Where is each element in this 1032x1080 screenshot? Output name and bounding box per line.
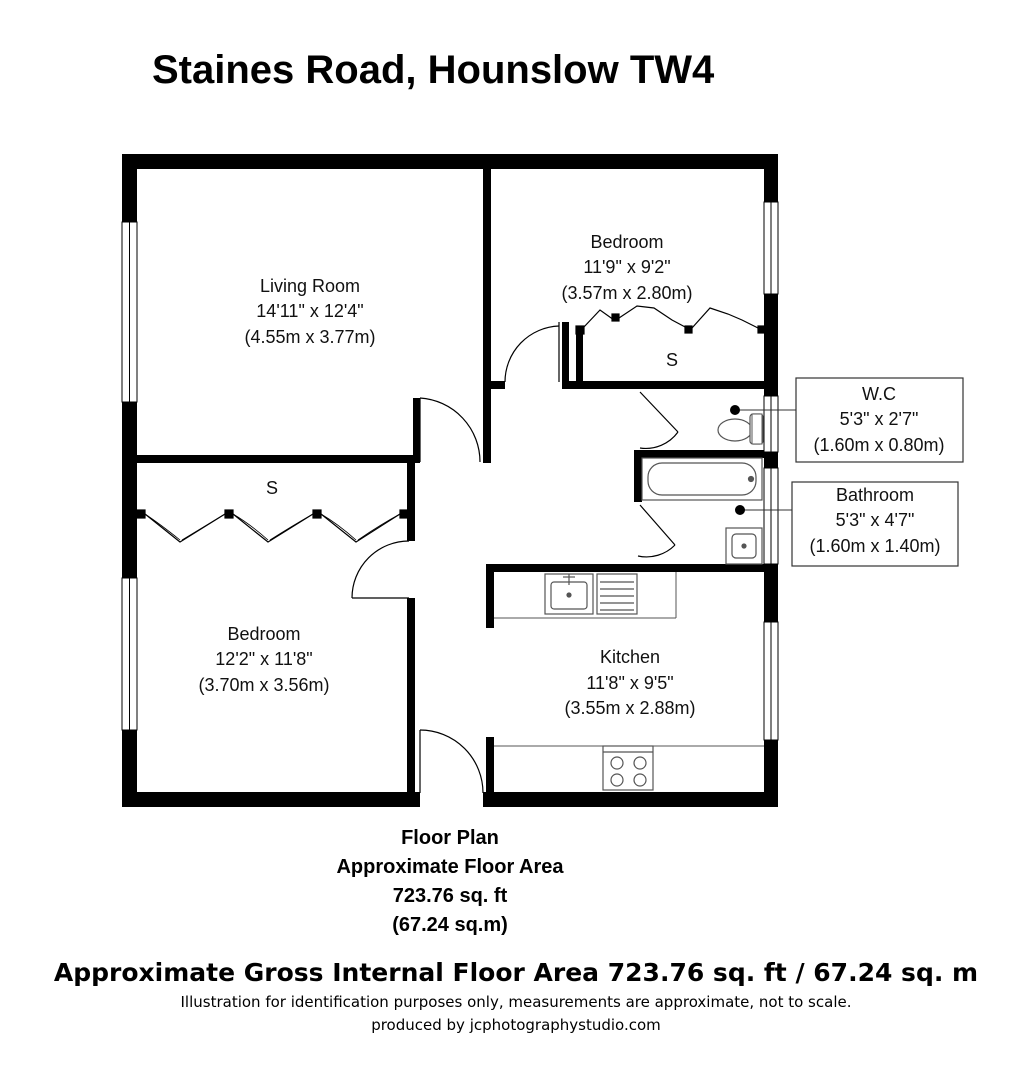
wall-bed1-storage — [576, 328, 583, 381]
living-room-metric: (4.55m x 3.77m) — [244, 327, 376, 347]
kitchen-sink-icon — [545, 574, 637, 614]
wall-bottom-left — [122, 792, 420, 807]
wall-living-bed2 — [137, 455, 420, 463]
hob-icon — [603, 746, 653, 790]
floor-plan-heading: Floor Plan — [401, 827, 499, 849]
kitchen-metric: (3.55m x 2.88m) — [564, 698, 696, 718]
wc-metric: (1.60m x 0.80m) — [813, 435, 945, 455]
wall-kitchen-left-lower — [486, 737, 494, 794]
bedroom-2-metric: (3.70m x 3.56m) — [198, 675, 330, 695]
bedroom-1-imperial: 11'9" x 9'2" — [583, 257, 671, 277]
floor-plan-subheading: Approximate Floor Area — [336, 856, 564, 878]
storage-label-bedroom-2: S — [265, 478, 279, 498]
label-kitchen — [564, 647, 695, 718]
bathtub-icon — [642, 458, 762, 500]
disclaimer: Illustration for identification purposes only, measurements are approximate, not to scale. — [180, 993, 852, 1011]
living-room-name: Living Room — [259, 276, 361, 296]
bedroom-2-name: Bedroom — [227, 624, 301, 644]
floor-plan-summary — [250, 824, 650, 940]
wc-basin-icon — [752, 414, 762, 444]
wall-bath-left — [634, 450, 642, 502]
bathroom-imperial: 5'3" x 4'7" — [835, 510, 915, 530]
bathroom-sink-icon — [726, 528, 762, 564]
wall-bed1-bottom-left — [491, 381, 505, 389]
door-wc — [640, 392, 678, 448]
kitchen-imperial: 11'8" x 9'5" — [586, 673, 674, 693]
credit: produced by jcphotographystudio.com — [371, 1016, 661, 1034]
label-bedroom-2 — [198, 624, 329, 695]
door-bedroom-1 — [505, 322, 559, 382]
wall-bed2-hall-upper — [407, 463, 415, 541]
storage-label-bedroom-1: S — [665, 350, 679, 370]
door-bedroom-2 — [352, 541, 409, 598]
wall-bed2-hall-lower — [407, 598, 415, 794]
page-title: Staines Road, Hounslow TW4 — [152, 48, 715, 92]
wall-wc-bath — [634, 450, 764, 458]
wardrobe-bedroom-2 — [137, 510, 408, 542]
wall-bottom-right — [483, 792, 778, 807]
doors — [352, 322, 678, 793]
bedroom-1-metric: (3.57m x 2.80m) — [561, 283, 693, 303]
wall-kitchen-left-upper — [486, 564, 494, 628]
wall-bed1-bottom — [562, 381, 764, 389]
door-bathroom — [638, 505, 675, 557]
wc-name: W.C — [862, 384, 896, 404]
wall-top — [122, 154, 778, 169]
floor-plan-area-sqm: (67.24 sq.m) — [392, 914, 508, 936]
wall-living-bed1 — [483, 169, 491, 463]
living-room-imperial: 14'11" x 12'4" — [256, 301, 364, 321]
bedroom-2-imperial: 12'2" x 11'8" — [215, 649, 313, 669]
wc-imperial: 5'3" x 2'7" — [839, 409, 919, 429]
gross-area: Approximate Gross Internal Floor Area 723.76 sq. ft / 67.24 sq. m — [53, 958, 979, 987]
bathroom-metric: (1.60m x 1.40m) — [809, 536, 941, 556]
label-bedroom-1 — [561, 232, 692, 303]
kitchen-name: Kitchen — [599, 647, 661, 667]
wall-kitchen-top — [486, 564, 764, 572]
floor-plan-area-sqft: 723.76 sq. ft — [392, 885, 508, 907]
door-entrance — [420, 730, 483, 793]
wall-living-hall-upper — [413, 398, 420, 463]
bedroom-1-name: Bedroom — [590, 232, 664, 252]
wardrobe-bedroom-1 — [576, 306, 765, 334]
door-living-room — [420, 398, 480, 462]
bathroom-name: Bathroom — [835, 485, 915, 505]
label-living-room — [244, 276, 375, 347]
wall-bed1-door-jamb — [562, 322, 569, 389]
